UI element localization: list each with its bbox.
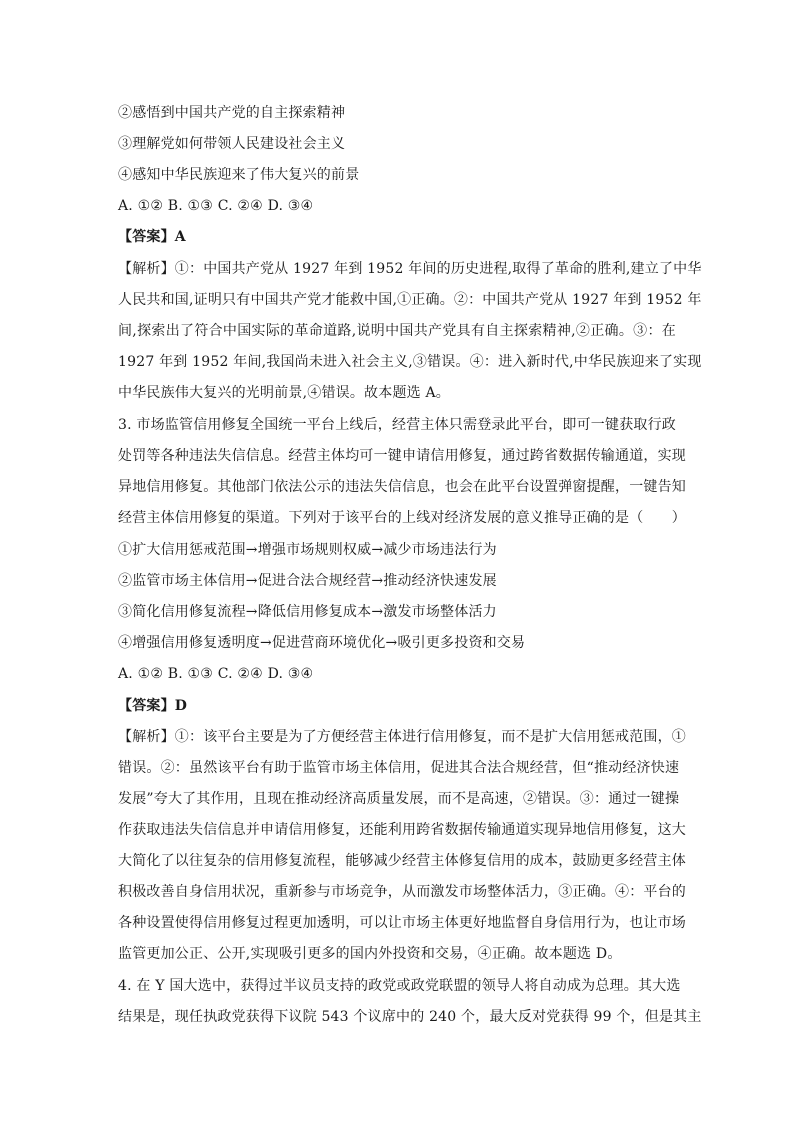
q3-analysis-line: 【解析】①：该平台主要是为了方便经营主体进行信用修复，而不是扩大信用惩戒范围，① xyxy=(118,729,686,745)
q2-answer: 【答案】A xyxy=(118,229,186,245)
q3-stem-line: 异地信用修复。其他部门依法公示的违法失信信息，也会在此平台设置弹窗提醒，一键告知 xyxy=(118,479,686,495)
q3-option-1: ①扩大信用惩戒范围→增强市场规则权威→减少市场违法行为 xyxy=(118,542,497,558)
q3-analysis-line: 监管更加公正、公开,实现吸引更多的国内外投资和交易，④正确。故本题选 D。 xyxy=(118,946,622,962)
q3-analysis-line: 积极改善自身信用状况，重新参与市场竞争，从而激发市场整体活力，③正确。④：平台的 xyxy=(118,884,686,900)
q2-analysis-line: 1927 年到 1952 年间,我国尚未进入社会主义,③错误。④：进入新时代,中华民族迎来了实现 xyxy=(118,354,702,370)
q3-answer: 【答案】D xyxy=(118,698,188,714)
q3-stem-line: 3. 市场监管信用修复全国统一平台上线后，经营主体只需登录此平台，即可一键获取行政 xyxy=(118,417,677,433)
q4-stem-line: 结果是，现任执政党获得下议院 543 个议席中的 240 个，最大反对党获得 99 个，但是其主 xyxy=(118,1009,702,1025)
q2-option-3: ③理解党如何带领人民建设社会主义 xyxy=(118,136,346,152)
q3-analysis-line: 发展”夸大了其作用，且现在推动经济高质量发展，而不是高速，②错误。③：通过一键操 xyxy=(118,791,680,807)
q2-analysis-line: 【解析】①：中国共产党从 1927 年到 1952 年间的历史进程,取得了革命的胜利,建立了中华 xyxy=(118,261,702,277)
q3-stem-line: 经营主体信用修复的渠道。下列对于该平台的上线对经济发展的意义推导正确的是（ ） xyxy=(118,510,686,526)
q2-analysis-line: 中华民族伟大复兴的光明前景,④错误。故本题选 A。 xyxy=(118,385,451,401)
q3-option-3: ③简化信用修复流程→降低信用修复成本→激发市场整体活力 xyxy=(118,604,497,620)
q3-analysis-line: 作获取违法失信信息并申请信用修复，还能利用跨省数据传输通道实现异地信用修复，这大 xyxy=(118,822,686,838)
q2-choices: A. ①② B. ①③ C. ②④ D. ③④ xyxy=(118,198,314,214)
q2-analysis-line: 间,探索出了符合中国实际的革命道路,说明中国共产党具有自主探索精神,②正确。③：在 xyxy=(118,323,676,339)
q3-analysis-line: 错误。②：虽然该平台有助于监管市场主体信用，促进其合法合规经营，但“推动经济快速 xyxy=(118,760,680,776)
q3-stem-line: 处罚等各种违法失信信息。经营主体均可一键申请信用修复，通过跨省数据传输通道，实现 xyxy=(118,448,686,464)
q3-option-4: ④增强信用修复透明度→促进营商环境优化→吸引更多投资和交易 xyxy=(118,635,526,651)
q2-option-4: ④感知中华民族迎来了伟大复兴的前景 xyxy=(118,167,360,183)
q3-choices: A. ①② B. ①③ C. ②④ D. ③④ xyxy=(118,666,314,682)
q3-analysis-line: 各种设置使得信用修复过程更加透明，可以让市场主体更好地监督自身信用行为，也让市场 xyxy=(118,915,686,931)
q4-stem-line: 4. 在 Y 国大选中，获得过半议员支持的政党或政党联盟的领导人将自动成为总理。其大选 xyxy=(118,978,681,994)
q2-option-2: ②感悟到中国共产党的自主探索精神 xyxy=(118,105,346,121)
q2-analysis-line: 人民共和国,证明只有中国共产党才能救中国,①正确。②：中国共产党从 1927 年到 1952 年 xyxy=(118,292,702,308)
q3-option-2: ②监管市场主体信用→促进合法合规经营→推动经济快速发展 xyxy=(118,573,497,589)
q3-analysis-line: 大简化了以往复杂的信用修复流程，能够减少经营主体修复信用的成本，鼓励更多经营主体 xyxy=(118,853,686,869)
